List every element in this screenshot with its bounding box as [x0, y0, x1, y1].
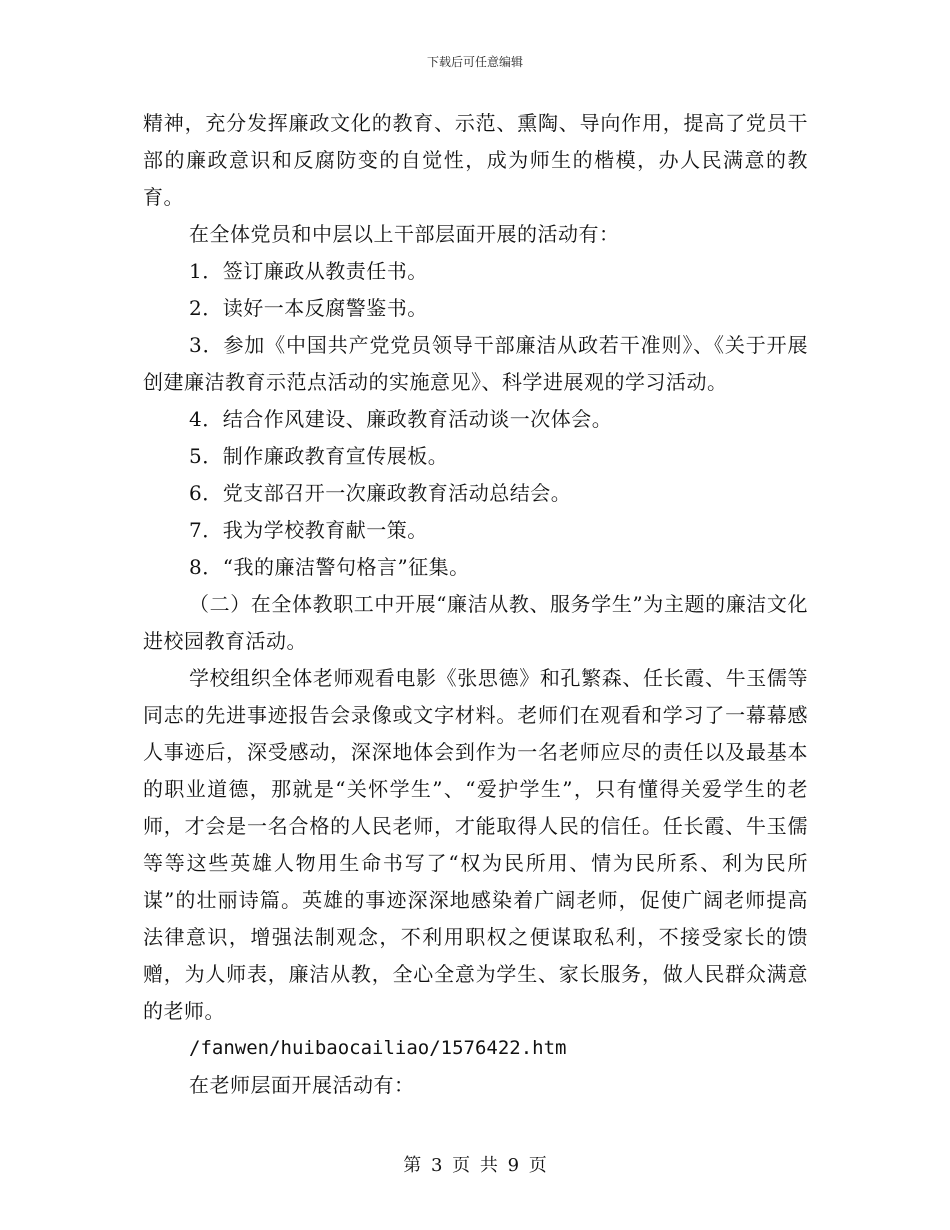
- paragraph-continuation: 精神，充分发挥廉政文化的教育、示范、熏陶、导向作用，提高了党员干部的廉政意识和反腐防变的自觉性，成为师生的楷模，办人民满意的教育。: [143, 111, 808, 209]
- list-item-3: 3．参加《中国共产党党员领导干部廉洁从政若干准则》、《关于开展创建廉洁教育示范点活动的实施意见》、科学进展观的学习活动。: [143, 333, 808, 394]
- paragraph-teacher-study: 学校组织全体老师观看电影《张思德》和孔繁森、任长霞、牛玉儒等同志的先进事迹报告会录像或文字材料。老师们在观看和学习了一幕幕感人事迹后，深受感动，深深地体会到作为一名老师应尽的责任以及最基本的职业道德，那就是“关怀学生”、“爱护学生”，只有懂得关爱学生的老师，才会是一名合格的人民老师，才能取得人民的信任。任长霞、牛玉儒等等这些英雄人物用生命书写了“权为民所用、情为民所系、利为民所谋”的壮丽诗篇。英雄的事迹深深地感染着广阔老师，促使广阔老师提高法律意识，增强法制观念，不利用职权之便谋取私利，不接受家长的馈赠，为人师表，廉洁从教，全心全意为学生、家长服务，做人民群众满意的老师。: [143, 666, 808, 1023]
- page-header: 下载后可任意编辑: [426, 55, 523, 69]
- url-text: /fanwen/huibaocailiao/1576422.htm: [189, 1037, 567, 1059]
- list-item-2: 2．读好一本反腐警鉴书。: [189, 296, 428, 320]
- list-item-4: 4．结合作风建设、廉政教育活动谈一次体会。: [189, 407, 613, 431]
- list-item-7: 7．我为学校教育献一策。: [189, 518, 428, 542]
- paragraph-party-activities-intro: 在全体党员和中层以上干部层面开展的活动有：: [189, 222, 620, 246]
- document-body: [143, 105, 808, 1104]
- list-item-5: 5．制作廉政教育宣传展板。: [189, 444, 449, 468]
- list-item-6: 6．党支部召开一次廉政教育活动总结会。: [189, 481, 572, 505]
- page-footer: 第 3 页 共 9 页: [403, 1155, 547, 1176]
- list-item-1: 1．签订廉政从教责任书。: [189, 259, 428, 283]
- list-item-8: 8．“我的廉洁警句格言”征集。: [189, 555, 470, 579]
- paragraph-teacher-activities-intro: 在老师层面开展活动有：: [189, 1073, 415, 1097]
- section-heading-2: （二）在全体教职工中开展“廉洁从教、服务学生”为主题的廉洁文化进校园教育活动。: [143, 592, 808, 653]
